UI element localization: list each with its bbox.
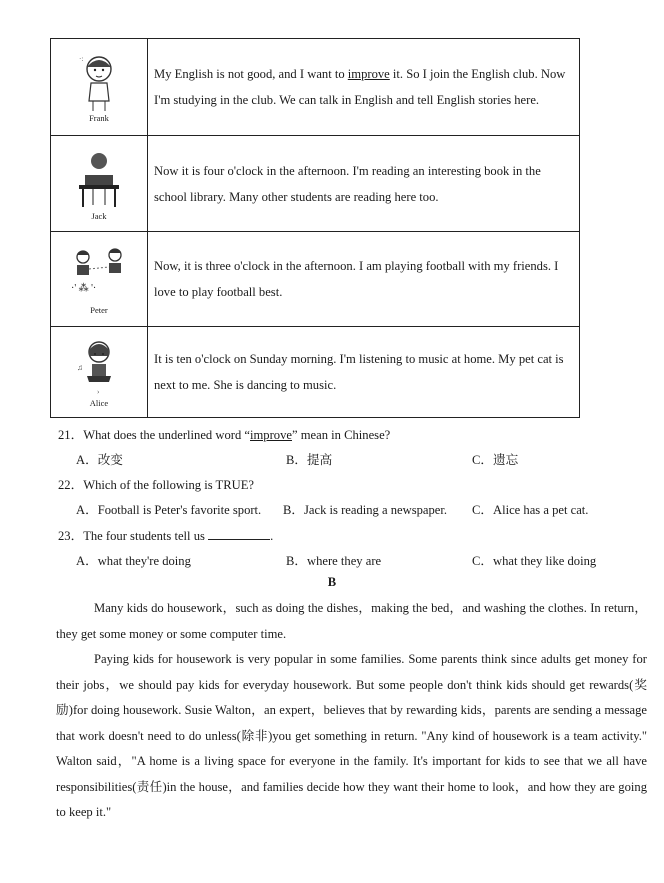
passage-paragraph-1: Many kids do housework，such as doing the dishes，making the bed，and washing the clothes. In return，they get some money or some computer time.: [56, 601, 647, 641]
frank-text: My English is not good, and I want to improve it. So I join the English club. Now I'm studying in the club. We can talk in English and tell English stories here.: [148, 39, 580, 136]
svg-text:·:: ·:: [79, 55, 84, 63]
question-23: 23．The four students tell us .: [58, 529, 274, 543]
table-row: [51, 327, 580, 418]
passage-paragraph-2: Paying kids for housework is very popular in some families. Some parents think since adults get money for their jobs，we should pay kids for everyday housework. But some people don't think kids should get rewards(奖励)for doing housework. Susie Walton，an expert，believes that by rewarding kids，parents are sending a message that work doesn't need to do unless(除非)you get something in return. "Any kind of housework is a team activity." Walton said，"A home is a living space for everyone in the family. It's important for kids to see that we all have responsibilities(责任)in the house，and families decide how they want their home to look，and how they are going to keep it.": [56, 652, 647, 819]
table-row: [51, 232, 580, 327]
peter-text: Now, it is three o'clock in the afternoon. I am playing football with my friends. I love to play football best.: [148, 232, 580, 327]
frank-figure-icon: [77, 51, 121, 113]
q23-option-a[interactable]: A．what they're doing: [76, 554, 191, 568]
svg-text:♫: ♫: [77, 363, 83, 372]
answer-blank: [208, 529, 270, 540]
alice-picture-cell: [51, 327, 148, 418]
peter-picture-cell: [51, 232, 148, 327]
section-b-heading: B: [327, 575, 337, 589]
table-row: [51, 136, 580, 232]
q23-option-b[interactable]: B．where they are: [286, 554, 382, 568]
alice-figure-icon: [75, 336, 123, 398]
jack-name: Jack: [91, 210, 107, 221]
peter-name: Peter: [90, 305, 108, 315]
svg-text:›: ›: [97, 388, 100, 396]
jack-picture-cell: [51, 136, 148, 232]
svg-text:·' ⁂ '·: ·' ⁂ '·: [71, 283, 97, 294]
improve-underlined: improve: [347, 67, 390, 81]
q22-option-a[interactable]: A．Football is Peter's favorite sport.: [76, 503, 262, 517]
alice-text: It is ten o'clock on Sunday morning. I'm listening to music at home. My pet cat is next to me. She is dancing to music.: [148, 327, 580, 418]
alice-name: Alice: [89, 398, 109, 408]
frank-name: Frank: [89, 113, 109, 123]
q22-option-c[interactable]: C．Alice has a pet cat.: [472, 503, 589, 517]
q22-option-b[interactable]: B．Jack is reading a newspaper.: [283, 503, 448, 517]
peter-figure-icon: [67, 243, 131, 305]
q21-option-b[interactable]: B．提高: [286, 453, 333, 467]
table-row: [51, 39, 580, 136]
question-21: 21．What does the underlined word “improve” mean in Chinese?: [58, 428, 391, 442]
q21-option-c[interactable]: C．遗忘: [472, 453, 519, 467]
student-table: [50, 38, 580, 418]
question-22: 22．Which of the following is TRUE?: [58, 478, 254, 492]
jack-text: Now it is four o'clock in the afternoon. I'm reading an interesting book in the school library. Many other students are reading here too.: [148, 136, 580, 232]
jack-figure-icon: [73, 147, 125, 211]
frank-picture-cell: [51, 39, 148, 136]
q21-option-a[interactable]: A．改变: [76, 453, 123, 467]
q23-option-c[interactable]: C．what they like doing: [472, 554, 597, 568]
